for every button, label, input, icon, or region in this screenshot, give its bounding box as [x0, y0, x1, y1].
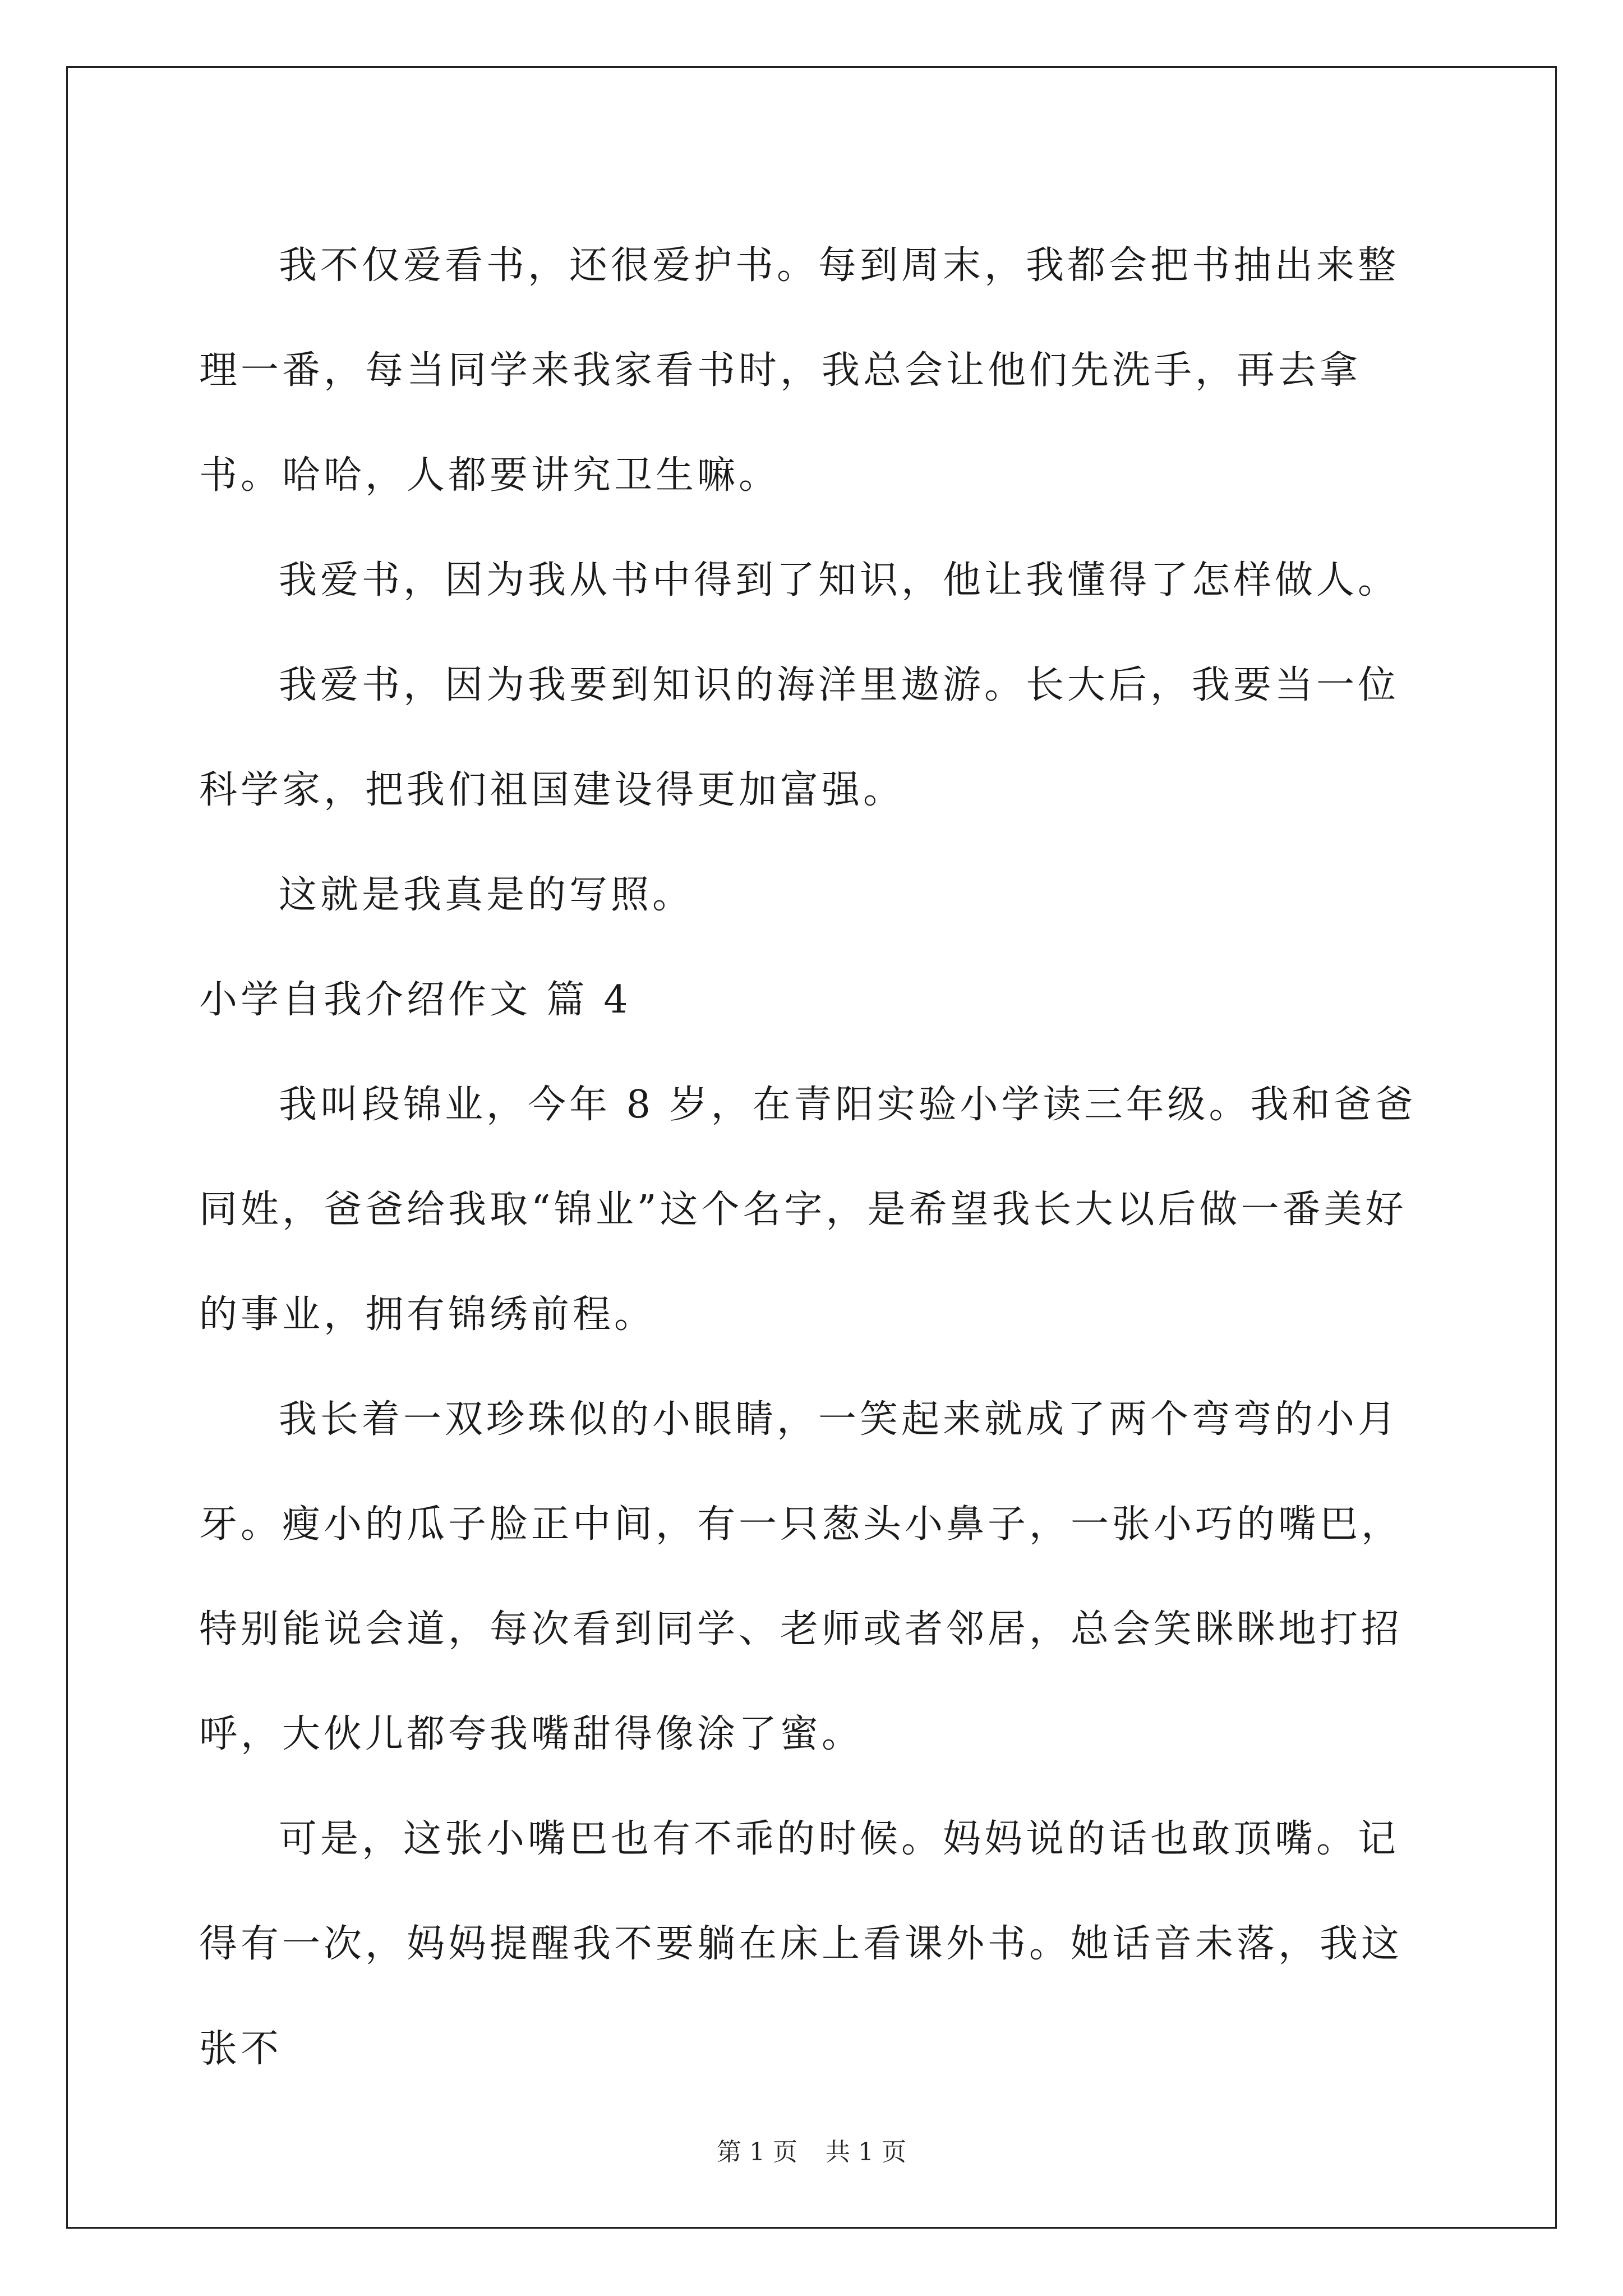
document-body — [199, 213, 1430, 2101]
page-total: 共 1 页 — [826, 2138, 906, 2166]
paragraph: 我不仅爱看书，还很爱护书。每到周末，我都会把书抽出来整理一番，每当同学来我家看书时，我总会让他们先洗手，再去拿书。哈哈，人都要讲究卫生嘛。 — [199, 243, 1400, 498]
paragraph: 可是，这张小嘴巴也有不乖的时候。妈妈说的话也敢顶嘴。记得有一次，妈妈提醒我不要躺在床上看课外书。她话音未落，我这张不 — [199, 1817, 1403, 2071]
page-footer — [0, 2132, 1623, 2168]
paragraph: 我长着一双珍珠似的小眼睛，一笑起来就成了两个弯弯的小月牙。瘦小的瓜子脸正中间，有一只葱头小鼻子，一张小巧的嘴巴，特别能说会道，每次看到同学、老师或者邻居，总会笑眯眯地打招呼，大伙儿都夸我嘴甜得像涂了蜜。 — [199, 1397, 1403, 1756]
paragraph: 我爱书，因为我从书中得到了知识，他让我懂得了怎样做人。 — [279, 558, 1400, 602]
paragraph: 我爱书，因为我要到知识的海洋里遨游。长大后，我要当一位科学家，把我们祖国建设得更加富强。 — [199, 663, 1400, 812]
paragraph: 我叫段锦业，今年 8 岁，在青阳实验小学读三年级。我和爸爸同姓，爸爸给我取“锦业”这个名字，是希望我长大以后做一番美好的事业，拥有锦绣前程。 — [199, 1083, 1417, 1337]
section-heading: 小学自我介绍作文 篇 4 — [199, 978, 631, 1022]
page-number: 第 1 页 — [717, 2138, 797, 2166]
paragraph: 这就是我真是的写照。 — [279, 873, 694, 917]
